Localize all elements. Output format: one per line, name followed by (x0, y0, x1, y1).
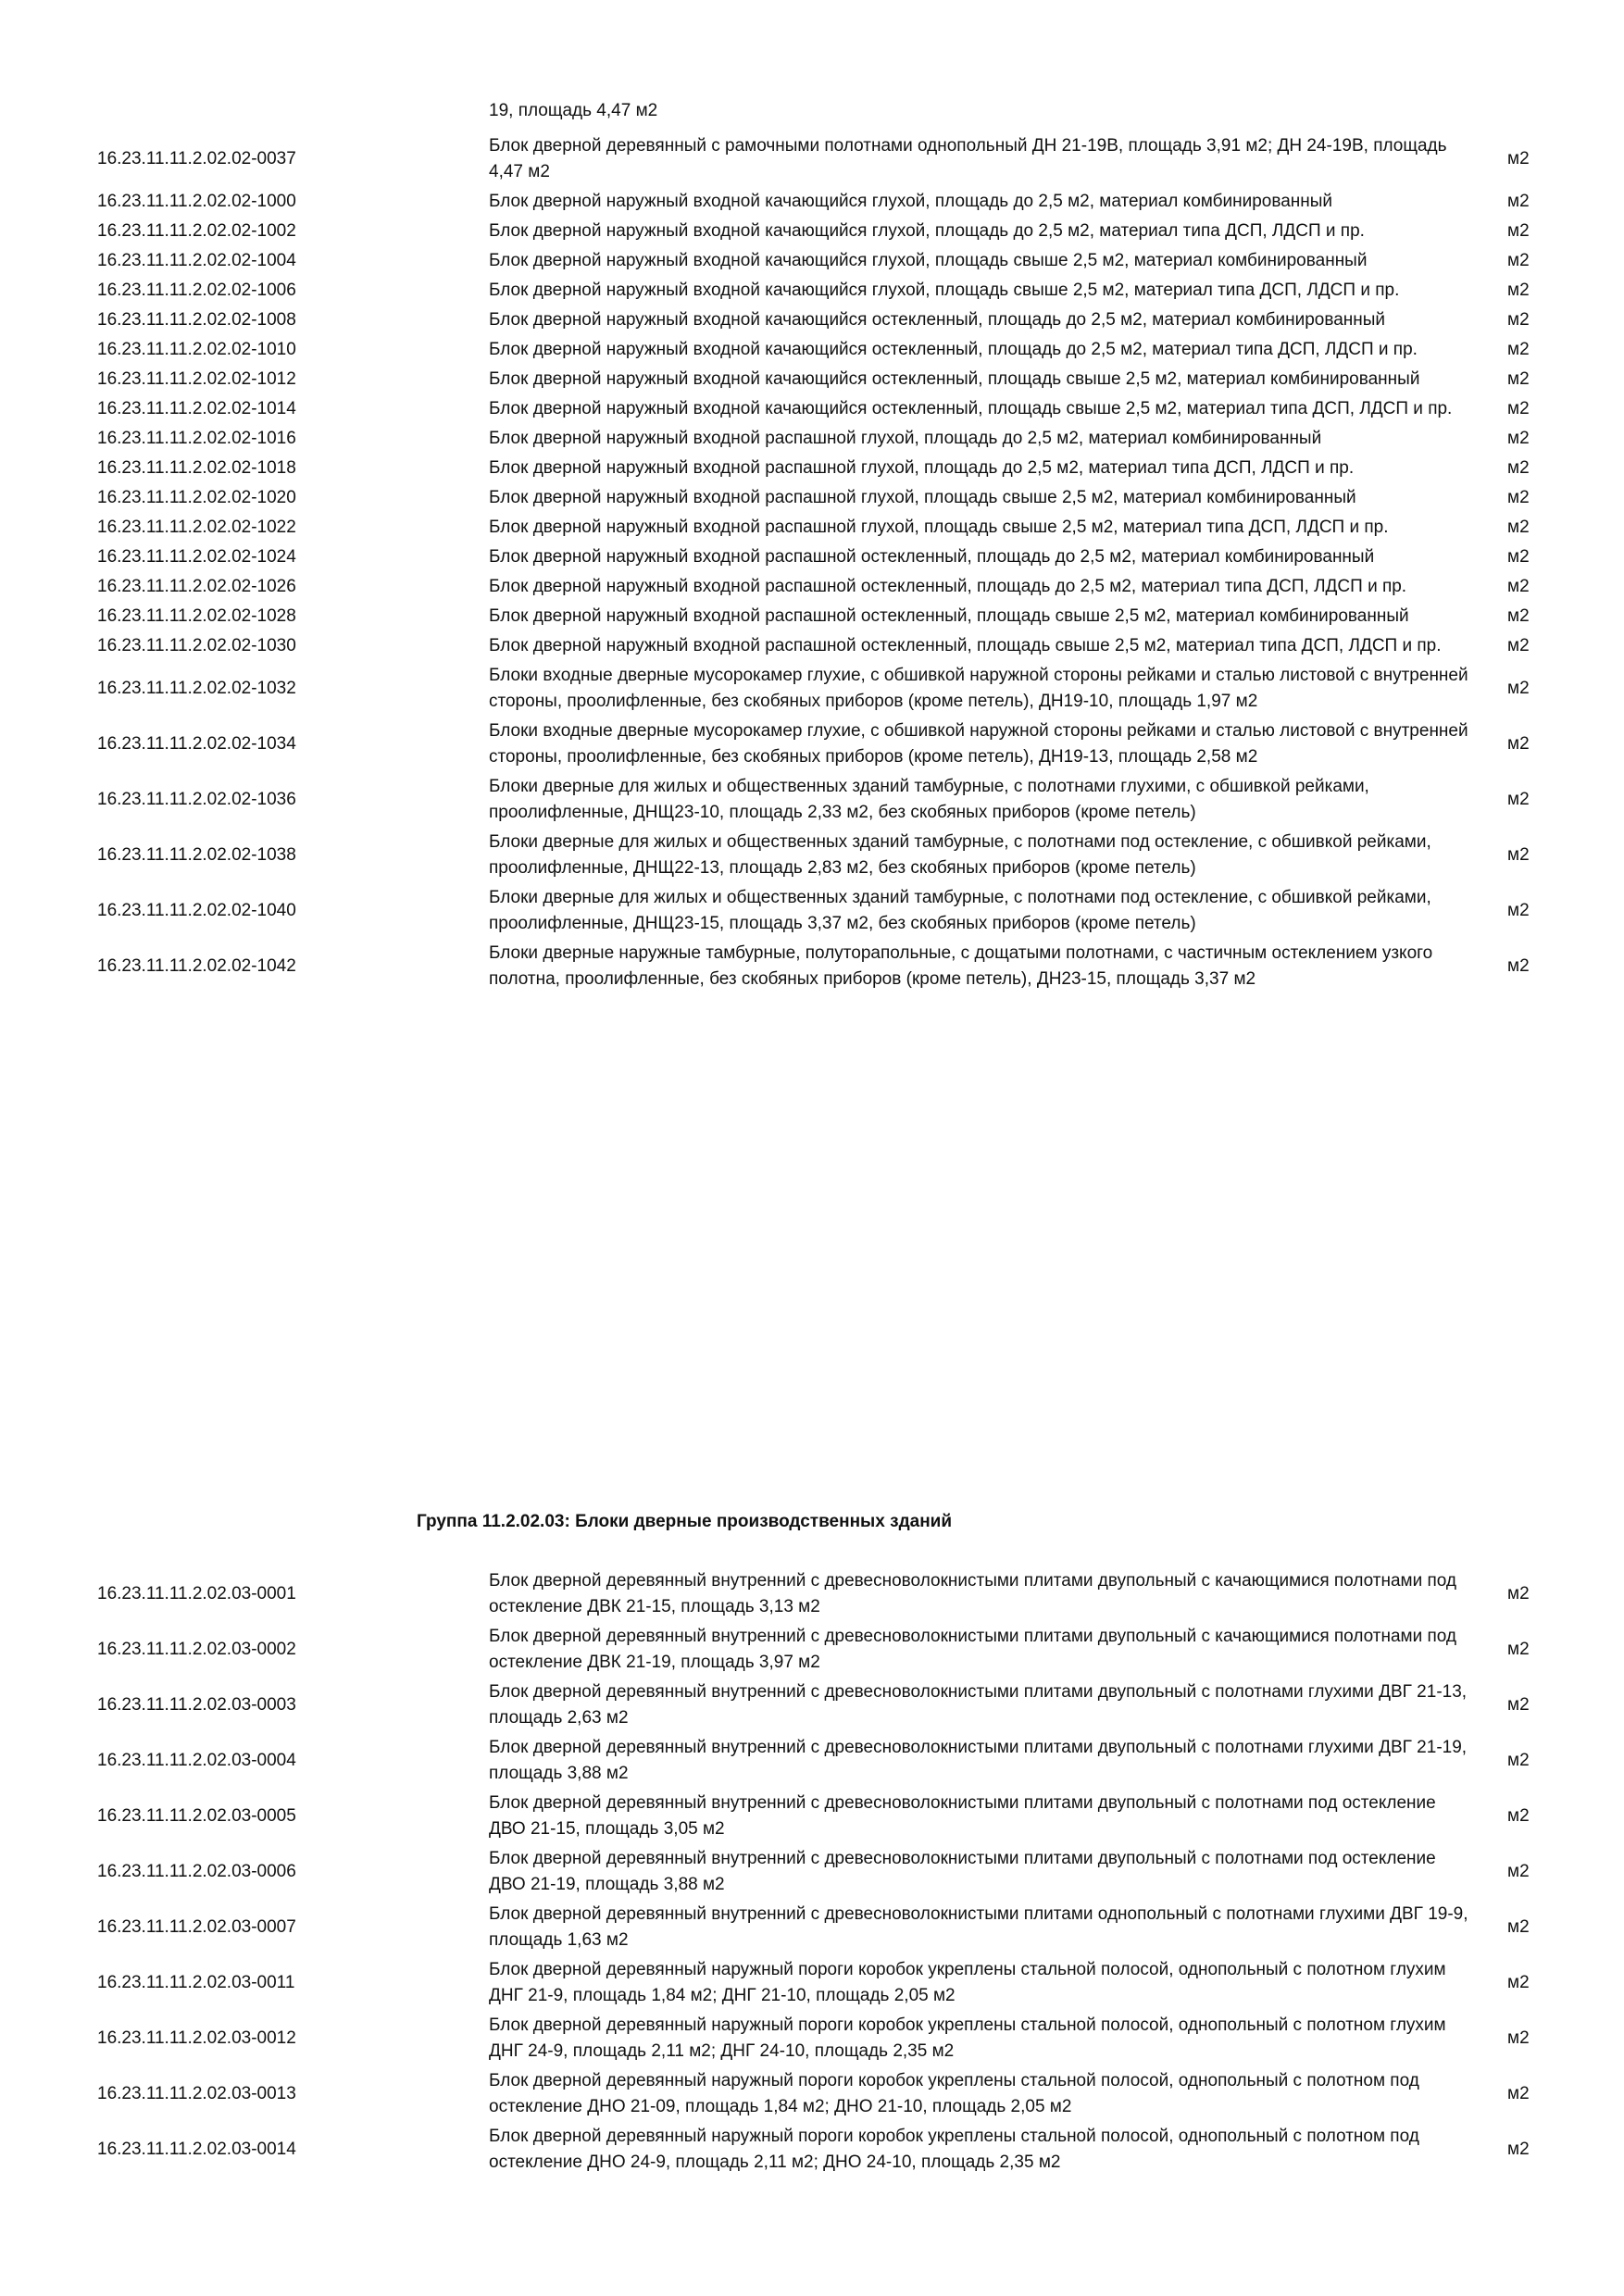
item-unit: м2 (1507, 399, 1530, 418)
item-unit: м2 (1507, 1862, 1530, 1881)
table-row (0, 276, 1624, 306)
item-code: 16.23.11.11.2.02.02-1028 (97, 606, 296, 626)
table-row (0, 483, 1624, 513)
item-unit: м2 (1507, 1695, 1530, 1715)
item-unit: м2 (1507, 1806, 1530, 1826)
table-row (0, 772, 1624, 828)
item-code: 16.23.11.11.2.02.02-1036 (97, 790, 296, 809)
item-code: 16.23.11.11.2.02.03-0013 (97, 2084, 296, 2103)
table-row (0, 1789, 1624, 1844)
item-code: 16.23.11.11.2.02.03-0004 (97, 1751, 296, 1770)
table-row (0, 454, 1624, 483)
item-code: 16.23.11.11.2.02.03-0003 (97, 1695, 296, 1715)
item-description: Блок дверной деревянный внутренний с древесноволокнистыми плитами двупольный с полотнами глухими ДВГ 21-13, площадь 2,63 м2 (489, 1682, 1468, 1728)
item-description: Блок дверной наружный входной распашной глухой, площадь свыше 2,5 м2, материал комбинированный (489, 488, 1356, 507)
item-description: Блок дверной наружный входной качающийся остекленный, площадь до 2,5 м2, материал типа ДСП, ЛДСП и пр. (489, 340, 1418, 359)
item-code: 16.23.11.11.2.02.02-0037 (97, 149, 296, 168)
item-code: 16.23.11.11.2.02.03-0007 (97, 1917, 296, 1937)
item-description: Блок дверной деревянный внутренний с древесноволокнистыми плитами двупольный с качающимися полотнами под остекление ДВК 21-19, площадь 3,97 м2 (489, 1627, 1457, 1672)
table-row (0, 131, 1624, 187)
table-row (0, 513, 1624, 543)
item-code: 16.23.11.11.2.02.03-0002 (97, 1640, 296, 1659)
item-code: 16.23.11.11.2.02.02-1014 (97, 399, 296, 418)
item-code: 16.23.11.11.2.02.02-1032 (97, 679, 296, 698)
item-unit: м2 (1507, 577, 1530, 596)
item-code: 16.23.11.11.2.02.02-1026 (97, 577, 296, 596)
table-row (0, 246, 1624, 276)
item-description: Блок дверной деревянный внутренний с древесноволокнистыми плитами однопольный с полотнами глухими ДВГ 19-9, площадь 1,63 м2 (489, 1904, 1468, 1950)
item-description: Блок дверной наружный входной распашной остекленный, площадь до 2,5 м2, материал типа ДСП, ЛДСП и пр. (489, 577, 1407, 596)
item-unit: м2 (1507, 2140, 1530, 2159)
item-unit: м2 (1507, 458, 1530, 478)
item-unit: м2 (1507, 429, 1530, 448)
item-code: 16.23.11.11.2.02.02-1042 (97, 956, 296, 976)
item-description: Блок дверной наружный входной распашной глухой, площадь свыше 2,5 м2, материал типа ДСП, ЛДСП и пр. (489, 518, 1389, 537)
table-row (0, 1678, 1624, 1733)
item-code: 16.23.11.11.2.02.02-1004 (97, 251, 296, 270)
item-unit: м2 (1507, 2084, 1530, 2103)
table-row (0, 2011, 1624, 2066)
item-description: Блок дверной наружный входной качающийся остекленный, площадь свыше 2,5 м2, материал типа ДСП, ЛДСП и пр. (489, 399, 1453, 418)
item-code: 16.23.11.11.2.02.02-1012 (97, 369, 296, 389)
table-row (0, 1844, 1624, 1900)
item-code: 16.23.11.11.2.02.03-0011 (97, 1973, 295, 1992)
item-unit: м2 (1507, 2028, 1530, 2048)
item-code: 16.23.11.11.2.02.02-1000 (97, 192, 296, 211)
table-row (0, 602, 1624, 631)
table-row (0, 2066, 1624, 2122)
item-description: Блок дверной деревянный внутренний с древесноволокнистыми плитами двупольный с полотнами под остекление ДВО 21-15, площадь 3,05 м2 (489, 1793, 1436, 1839)
item-code: 16.23.11.11.2.02.03-0006 (97, 1862, 296, 1881)
item-description: Блоки дверные для жилых и общественных зданий тамбурные, с полотнами под остекление, с обшивкой рейками, проолифленные, ДНЩ22-13, площадь 2,83 м2, без скобяных приборов (кроме петель) (489, 832, 1431, 878)
item-unit: м2 (1507, 149, 1530, 168)
item-description: Блок дверной наружный входной качающийся глухой, площадь до 2,5 м2, материал комбинированный (489, 192, 1333, 211)
item-unit: м2 (1507, 1584, 1530, 1603)
table-row (0, 335, 1624, 365)
item-unit: м2 (1507, 636, 1530, 655)
item-code: 16.23.11.11.2.02.03-0012 (97, 2028, 296, 2048)
item-unit: м2 (1507, 340, 1530, 359)
group-03-table (0, 1566, 1624, 2177)
item-description: Блок дверной деревянный с рамочными полотнами однопольный ДН 21-19В, площадь 3,91 м2; ДН 24-19В, площадь 4,47 м2 (489, 136, 1447, 181)
group-heading: Группа 11.2.02.03: Блоки дверные производственных зданий (416, 1512, 953, 1531)
item-unit: м2 (1507, 901, 1530, 920)
table-row (0, 187, 1624, 217)
item-description: Блок дверной наружный входной распашной остекленный, площадь свыше 2,5 м2, материал типа ДСП, ЛДСП и пр. (489, 636, 1442, 655)
item-unit: м2 (1507, 547, 1530, 567)
item-description: Блок дверной деревянный наружный пороги коробок укреплены стальной полосой, однопольный с полотном глухим ДНГ 24-9, площадь 2,11 м2; ДНГ 24-10, площадь 2,35 м2 (489, 2015, 1446, 2061)
table-row (0, 1733, 1624, 1789)
item-code: 16.23.11.11.2.02.02-1018 (97, 458, 296, 478)
item-unit: м2 (1507, 369, 1530, 389)
item-description: Блок дверной наружный входной качающийся глухой, площадь свыше 2,5 м2, материал комбинированный (489, 251, 1368, 270)
item-unit: м2 (1507, 1640, 1530, 1659)
table-row (0, 1900, 1624, 1955)
item-unit: м2 (1507, 845, 1530, 865)
item-code: 16.23.11.11.2.02.02-1006 (97, 281, 296, 300)
table-row (0, 717, 1624, 772)
item-description: Блок дверной деревянный наружный пороги коробок укреплены стальной полосой, однопольный с полотном под остекление ДНО 21-09, площадь 1,84 м2; ДНО 21-10, площадь 2,05 м2 (489, 2071, 1419, 2116)
table-row (0, 631, 1624, 661)
item-description: Блок дверной наружный входной распашной остекленный, площадь свыше 2,5 м2, материал комбинированный (489, 606, 1409, 626)
table-row (0, 365, 1624, 394)
item-description: Блок дверной деревянный наружный пороги коробок укреплены стальной полосой, однопольный с полотном глухим ДНГ 21-9, площадь 1,84 м2; ДНГ 21-10, площадь 2,05 м2 (489, 1960, 1446, 2005)
item-code: 16.23.11.11.2.02.02-1024 (97, 547, 296, 567)
item-code: 16.23.11.11.2.02.03-0014 (97, 2140, 296, 2159)
item-description: Блок дверной деревянный внутренний с древесноволокнистыми плитами двупольный с полотнами под остекление ДВО 21-19, площадь 3,88 м2 (489, 1849, 1436, 1894)
item-code: 16.23.11.11.2.02.03-0001 (97, 1584, 296, 1603)
item-unit: м2 (1507, 1751, 1530, 1770)
item-description: Блок дверной деревянный наружный пороги коробок укреплены стальной полосой, однопольный с полотном под остекление ДНО 24-9, площадь 2,11 м2; ДНО 24-10, площадь 2,35 м2 (489, 2127, 1419, 2172)
item-unit: м2 (1507, 221, 1530, 241)
item-unit: м2 (1507, 281, 1530, 300)
item-description: Блок дверной наружный входной качающийся остекленный, площадь до 2,5 м2, материал комбинированный (489, 310, 1386, 330)
table-row (0, 939, 1624, 994)
group-02-table (0, 131, 1624, 994)
item-unit: м2 (1507, 956, 1530, 976)
item-unit: м2 (1507, 1917, 1530, 1937)
item-code: 16.23.11.11.2.02.02-1010 (97, 340, 296, 359)
item-code: 16.23.11.11.2.02.03-0005 (97, 1806, 296, 1826)
item-description: Блок дверной наружный входной распашной остекленный, площадь до 2,5 м2, материал комбинированный (489, 547, 1375, 567)
item-description: Блоки входные дверные мусорокамер глухие, с обшивкой наружной стороны рейками и сталью листовой с внутренней стороны, проолифленные, без скобяных приборов (кроме петель), ДН19-13, площадь 2,58 м2 (489, 721, 1468, 767)
table-row (0, 543, 1624, 572)
table-row (0, 306, 1624, 335)
item-code: 16.23.11.11.2.02.02-1016 (97, 429, 296, 448)
item-unit: м2 (1507, 518, 1530, 537)
item-description: Блок дверной деревянный внутренний с древесноволокнистыми плитами двупольный с качающимися полотнами под остекление ДВК 21-15, площадь 3,13 м2 (489, 1571, 1457, 1616)
item-description: Блоки входные дверные мусорокамер глухие, с обшивкой наружной стороны рейками и сталью листовой с внутренней стороны, проолифленные, без скобяных приборов (кроме петель), ДН19-10, площадь 1,97 м2 (489, 666, 1468, 711)
item-unit: м2 (1507, 606, 1530, 626)
table-row (0, 661, 1624, 717)
item-unit: м2 (1507, 251, 1530, 270)
table-row (0, 883, 1624, 939)
item-code: 16.23.11.11.2.02.02-1038 (97, 845, 296, 865)
item-description: Блок дверной деревянный внутренний с древесноволокнистыми плитами двупольный с полотнами глухими ДВГ 21-19, площадь 3,88 м2 (489, 1738, 1468, 1783)
item-description: Блок дверной наружный входной распашной глухой, площадь до 2,5 м2, материал типа ДСП, ЛДСП и пр. (489, 458, 1355, 478)
item-unit: м2 (1507, 1973, 1530, 1992)
table-row (0, 572, 1624, 602)
item-description: Блок дверной наружный входной качающийся глухой, площадь до 2,5 м2, материал типа ДСП, ЛДСП и пр. (489, 221, 1365, 241)
item-description: Блоки дверные для жилых и общественных зданий тамбурные, с полотнами глухими, с обшивкой рейками, проолифленные, ДНЩ23-10, площадь 2,33 м2, без скобяных приборов (кроме петель) (489, 777, 1369, 822)
item-unit: м2 (1507, 488, 1530, 507)
table-row (0, 217, 1624, 246)
item-code: 16.23.11.11.2.02.02-1022 (97, 518, 296, 537)
item-description: Блоки дверные для жилых и общественных зданий тамбурные, с полотнами под остекление, с обшивкой рейками, проолифленные, ДНЩ23-15, площадь 3,37 м2, без скобяных приборов (кроме петель) (489, 888, 1431, 933)
table-row (0, 828, 1624, 883)
item-code: 16.23.11.11.2.02.02-1002 (97, 221, 296, 241)
table-row (0, 2122, 1624, 2177)
item-unit: м2 (1507, 192, 1530, 211)
item-code: 16.23.11.11.2.02.02-1008 (97, 310, 296, 330)
item-unit: м2 (1507, 734, 1530, 754)
item-description: Блоки дверные наружные тамбурные, полуторапольные, с дощатыми полотнами, с частичным остеклением узкого полотна, проолифленные, без скобяных приборов (кроме петель), ДН23-15, площадь 3,37 м2 (489, 943, 1433, 989)
item-code: 16.23.11.11.2.02.02-1030 (97, 636, 296, 655)
item-description: Блок дверной наружный входной распашной глухой, площадь до 2,5 м2, материал комбинированный (489, 429, 1322, 448)
table-row (0, 394, 1624, 424)
item-code: 16.23.11.11.2.02.02-1020 (97, 488, 296, 507)
item-description: Блок дверной наружный входной качающийся остекленный, площадь свыше 2,5 м2, материал комбинированный (489, 369, 1420, 389)
item-code: 16.23.11.11.2.02.02-1040 (97, 901, 296, 920)
item-unit: м2 (1507, 310, 1530, 330)
table-row (0, 1955, 1624, 2011)
item-description: Блок дверной наружный входной качающийся глухой, площадь свыше 2,5 м2, материал типа ДСП, ЛДСП и пр. (489, 281, 1400, 300)
continuation-text: 19, площадь 4,47 м2 (489, 101, 658, 120)
table-row (0, 1622, 1624, 1678)
table-row (0, 1566, 1624, 1622)
item-unit: м2 (1507, 790, 1530, 809)
item-code: 16.23.11.11.2.02.02-1034 (97, 734, 296, 754)
item-unit: м2 (1507, 679, 1530, 698)
table-row (0, 424, 1624, 454)
